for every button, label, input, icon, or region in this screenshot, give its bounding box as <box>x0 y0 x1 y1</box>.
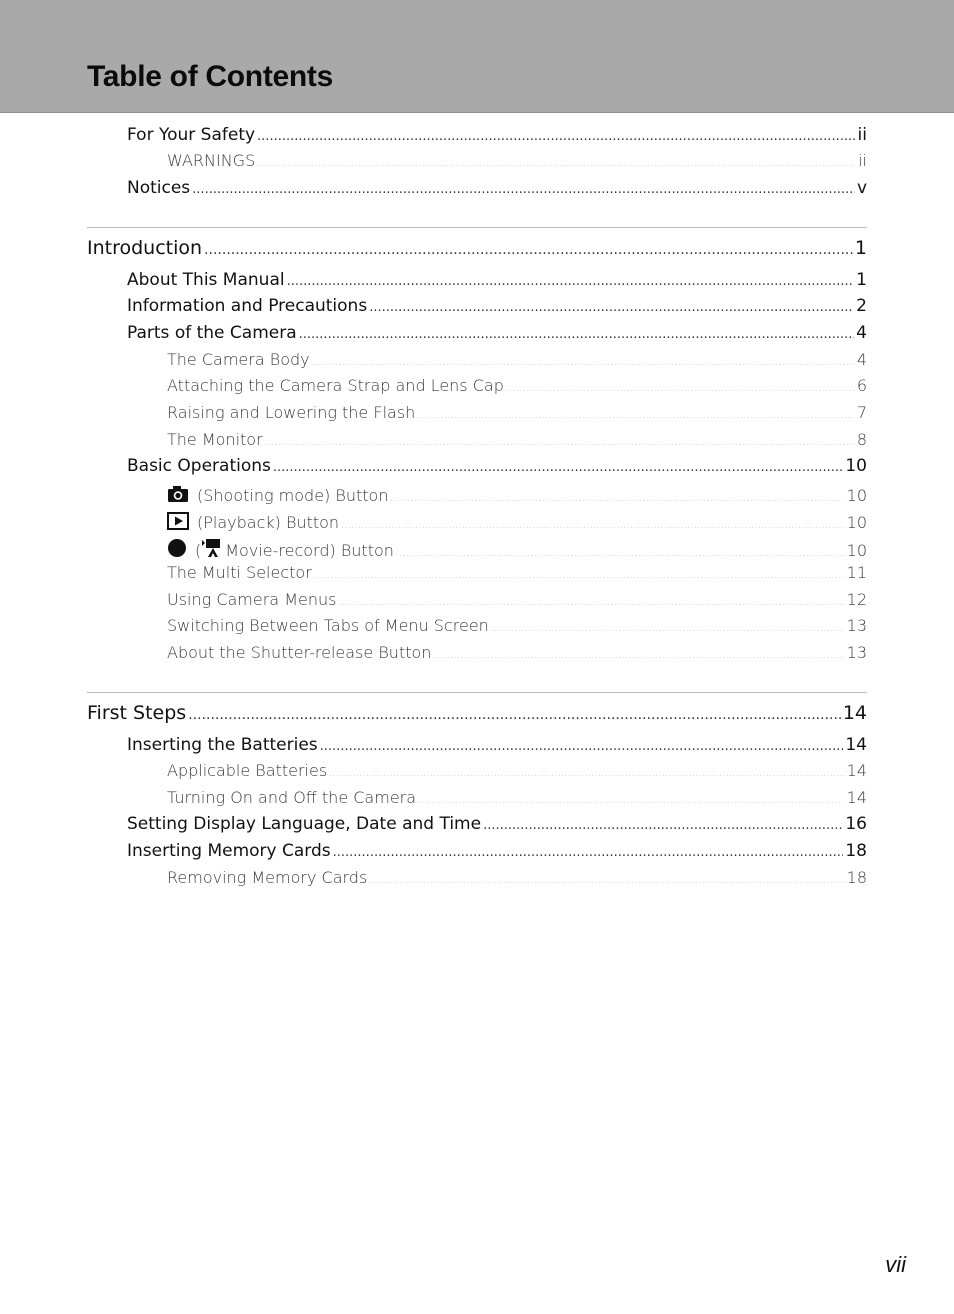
toc-entry-title <box>167 430 263 449</box>
toc-entry-text: Turning On and Off the Camera <box>167 788 417 807</box>
toc-entry-text: About This Manual <box>127 270 285 290</box>
toc-entry-page: 4 <box>856 323 867 343</box>
page-number: vii <box>885 1252 906 1277</box>
dot-leader <box>433 651 844 661</box>
toc-entry-introduction[interactable] <box>87 237 867 259</box>
toc-entry-page: ii <box>857 125 867 145</box>
toc-entry-text: Switching Between Tabs of Menu Screen <box>167 616 489 635</box>
toc-entry-text: The Monitor <box>167 430 263 449</box>
toc-entry-title <box>167 616 489 635</box>
dot-leader <box>369 300 854 315</box>
toc-entry-attaching-strap[interactable] <box>167 376 867 395</box>
toc-entry-page: 6 <box>856 376 867 395</box>
toc-entry-text: Notices <box>127 178 191 198</box>
dot-leader <box>204 242 853 258</box>
toc-entry-inserting-batteries[interactable] <box>127 735 867 755</box>
toc-entry-turning-on-off[interactable] <box>167 788 867 807</box>
toc-entry-shutter-release[interactable] <box>167 643 867 662</box>
toc-entry-title <box>167 403 415 422</box>
movie-icon <box>201 538 221 558</box>
toc-entry-page: 13 <box>846 616 867 635</box>
toc-entry-title <box>127 841 331 861</box>
toc-entry-page: 8 <box>856 430 867 449</box>
toc-entry-title <box>167 563 312 582</box>
dot-leader <box>341 521 845 531</box>
toc-entry-text: Attaching the Camera Strap and Lens Cap <box>167 376 504 395</box>
toc-entry-text: Inserting the Batteries <box>127 735 318 755</box>
toc-entry-setting-language[interactable] <box>127 814 867 834</box>
toc-entry-warnings[interactable] <box>167 151 867 170</box>
dot-leader <box>312 358 855 368</box>
dot-leader <box>418 796 845 806</box>
dot-leader <box>320 739 844 754</box>
toc-entry-title <box>167 376 504 395</box>
toc-entry-text: Information and Precautions <box>127 296 368 316</box>
toc-entry-text: First Steps <box>87 702 187 724</box>
toc-entry-text: The Multi Selector <box>167 563 312 582</box>
toc-entry-page: v <box>856 178 867 198</box>
toc-entry-page: 14 <box>846 788 867 807</box>
toc-entry-text: Basic Operations <box>127 456 271 476</box>
toc-entry-page: 11 <box>846 563 867 582</box>
section-divider <box>87 227 867 228</box>
toc-entry-applicable-batteries[interactable] <box>167 761 867 780</box>
toc-entry-for-your-safety[interactable] <box>127 125 867 145</box>
dot-leader <box>333 845 844 860</box>
toc-entry-basic-operations[interactable] <box>127 456 867 476</box>
section-divider <box>87 692 867 693</box>
toc-entry-page: 2 <box>856 296 867 316</box>
toc-entry-page: 10 <box>846 541 867 560</box>
toc-entry-title <box>127 270 285 290</box>
toc-entry-page: 10 <box>845 456 867 476</box>
record-icon <box>167 538 187 558</box>
toc-entry-title <box>167 590 336 609</box>
toc-entry-page: 1 <box>854 237 867 259</box>
toc-entry-title <box>127 125 255 145</box>
dot-leader <box>329 769 844 779</box>
dot-leader <box>257 129 856 144</box>
toc-entry-title <box>167 510 339 532</box>
dot-leader <box>299 327 855 342</box>
toc-entry-information-and-precautions[interactable] <box>127 296 867 316</box>
toc-entry-text: Using Camera Menus <box>167 590 337 609</box>
toc-entry-text: About the Shutter-release Button <box>167 643 432 662</box>
dot-leader <box>491 624 845 634</box>
toc-entry-inserting-memory-cards[interactable] <box>127 841 867 861</box>
toc-entry-page: 13 <box>846 643 867 662</box>
page-title: Table of Contents <box>87 60 334 93</box>
dot-leader <box>390 494 844 504</box>
dot-leader <box>265 438 855 448</box>
toc-entry-text: (Shooting mode) Button <box>197 486 389 505</box>
dot-leader <box>192 182 855 197</box>
toc-entry-title <box>127 456 271 476</box>
toc-entry-text: Movie-record) Button <box>225 541 394 560</box>
toc-entry-title <box>127 323 297 343</box>
toc-entry-text: For Your Safety <box>127 125 256 145</box>
toc-entry-title <box>87 702 186 724</box>
toc-entry-text: Setting Display Language, Date and Time <box>127 814 482 834</box>
toc-entry-the-camera-body[interactable] <box>167 350 867 369</box>
toc-entry-playback-button[interactable] <box>167 510 867 532</box>
camera-icon <box>167 485 189 503</box>
toc-entry-the-monitor[interactable] <box>167 430 867 449</box>
toc-entry-multi-selector[interactable] <box>167 563 867 582</box>
playback-icon <box>167 512 189 530</box>
toc-entry-first-steps[interactable] <box>87 702 867 724</box>
dot-leader <box>338 598 844 608</box>
toc-entry-title <box>127 814 481 834</box>
toc-entry-title <box>167 761 327 780</box>
toc-entry-page: 4 <box>856 350 867 369</box>
toc-entry-text: The Camera Body <box>167 350 310 369</box>
toc-entry-title <box>87 237 202 259</box>
toc-entry-title <box>127 735 318 755</box>
toc-entry-removing-memory-cards[interactable] <box>167 868 867 887</box>
toc-entry-text: Parts of the Camera <box>127 323 297 343</box>
toc-entry-text: Raising and Lowering the Flash <box>167 403 416 422</box>
dot-leader <box>506 384 855 394</box>
toc-entry-text: WARNINGS <box>167 151 256 170</box>
toc-entry-page: 10 <box>846 513 867 532</box>
dot-leader <box>273 460 843 475</box>
toc-entry-title <box>127 296 367 316</box>
dot-leader <box>287 274 855 289</box>
toc-entry-title <box>127 178 190 198</box>
toc-entry-page: 1 <box>856 270 867 290</box>
toc-entry-page: 18 <box>846 868 867 887</box>
dot-leader <box>188 707 841 723</box>
toc-entry-shooting-mode-button[interactable] <box>167 483 867 505</box>
toc-entry-text: Removing Memory Cards <box>167 868 368 887</box>
toc-entry-page: 12 <box>846 590 867 609</box>
toc-entry-movie-record-button[interactable] <box>167 536 867 560</box>
toc-entry-page: 14 <box>846 761 867 780</box>
dot-leader <box>483 818 843 833</box>
dot-leader <box>396 549 845 559</box>
toc-entry-notices[interactable] <box>127 178 867 198</box>
toc-entry-using-camera-menus[interactable] <box>167 590 867 609</box>
toc-entry-text: Inserting Memory Cards <box>127 841 331 861</box>
toc-entry-title <box>167 788 416 807</box>
toc-entry-title <box>167 536 394 560</box>
toc-entry-page: 16 <box>845 814 867 834</box>
toc-entry-text: Introduction <box>87 237 203 259</box>
toc-entry-text: (Playback) Button <box>197 513 340 532</box>
toc-entry-switching-tabs[interactable] <box>167 616 867 635</box>
toc-entry-about-this-manual[interactable] <box>127 270 867 290</box>
dot-leader <box>417 411 855 421</box>
toc-entry-title <box>167 151 255 170</box>
toc-entry-title <box>167 350 310 369</box>
dot-leader <box>369 876 844 886</box>
toc-entry-raising-flash[interactable] <box>167 403 867 422</box>
dot-leader <box>314 571 845 581</box>
page-header <box>0 0 954 113</box>
toc-entry-page: 14 <box>842 702 867 724</box>
toc-entry-page: 10 <box>846 486 867 505</box>
toc-entry-text: Applicable Batteries <box>167 761 328 780</box>
toc-entry-title <box>167 483 388 505</box>
toc-entry-page: 18 <box>845 841 867 861</box>
toc-entry-page: ii <box>858 151 867 170</box>
toc-entry-parts-of-the-camera[interactable] <box>127 323 867 343</box>
toc-entry-title <box>167 868 367 887</box>
dot-leader <box>257 159 856 169</box>
toc-entry-page: 7 <box>856 403 867 422</box>
toc-entry-title <box>167 643 431 662</box>
toc-entry-page: 14 <box>845 735 867 755</box>
toc-entry-prefix: ( <box>195 541 202 560</box>
